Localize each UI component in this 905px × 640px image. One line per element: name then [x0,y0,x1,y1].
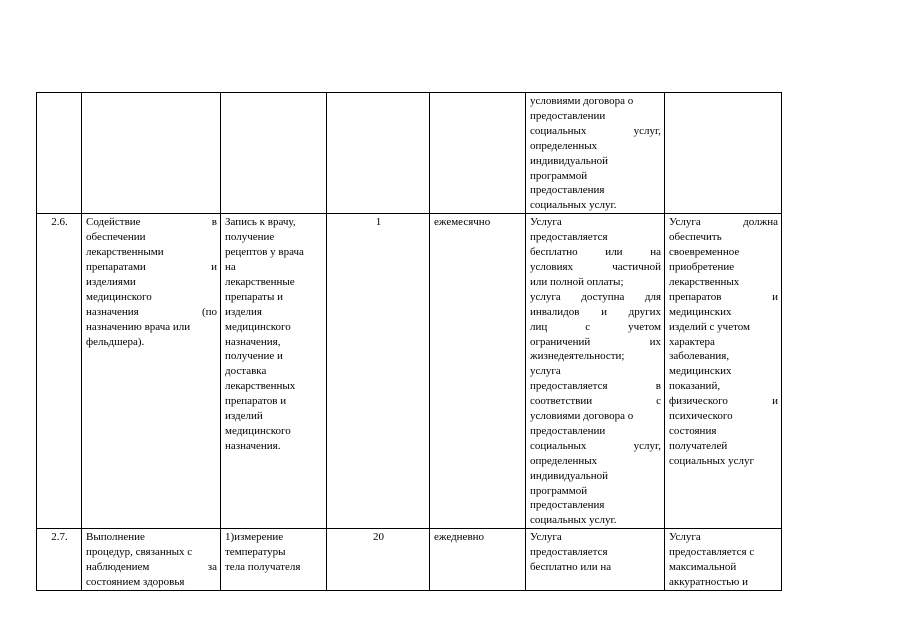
cell-service-content [221,529,327,591]
cell-quantity [327,529,430,591]
cell-result [665,93,782,214]
text-line: лекарственных [225,380,296,393]
text-line: медицинского [86,290,152,303]
text-line: медицинских [669,305,732,318]
text-line: доставка [225,365,267,378]
cell-number [37,93,82,214]
text-line: лекарственных [669,275,740,288]
text-line: изделий с учетом [669,320,750,333]
text-line: условиями договора о [530,410,634,423]
cell-service-content [221,214,327,529]
cell-text: 20 [373,531,384,544]
text-line: препаратов и [225,395,287,408]
text-line: назначения. [225,439,281,452]
text-line: тела получателя [225,561,301,574]
text-line: предоставлении [530,109,606,122]
text-line: состояния [669,424,717,437]
text-line: физического и [669,395,778,408]
text-line: бесплатно или на [530,246,661,259]
text-line: приобретение [669,260,735,273]
cell-result [665,214,782,529]
cell-text: 2.6. [51,216,68,229]
text-line: препараты и [225,290,283,303]
cell-conditions [526,93,665,214]
text-line: своевременное [669,246,740,259]
text-line: программой [530,484,588,497]
text-line: социальных услуг. [530,514,617,527]
cell-text: 1 [375,216,382,229]
cell-service-content [221,93,327,214]
cell-text: 2.7. [51,531,68,544]
cell-result [665,529,782,591]
text-line: обеспечении [86,231,146,244]
text-line: предоставляется с [669,546,755,559]
text-line: предоставления [530,499,605,512]
text-line: предоставляется [530,546,608,559]
cell-text: ежемесячно [434,216,491,229]
text-line: индивидуальной [530,154,609,167]
text-line: характера [669,335,715,348]
cell-service-name [82,529,221,591]
table-row [37,214,782,529]
text-line: определенных [530,139,598,152]
text-line: Услуга [530,531,562,544]
text-line: 1)измерение [225,531,284,544]
text-line: ограничений их [530,335,661,348]
text-line: или полной оплаты; [530,275,624,288]
cell-number [37,529,82,591]
text-line: определенных [530,454,598,467]
text-line: программой [530,169,588,182]
text-line: препаратов и [669,290,778,303]
text-line: предоставления [530,184,605,197]
text-line: медицинского [225,424,291,437]
text-line: соответствии с [530,395,661,408]
text-line: предоставляется [530,231,608,244]
text-line: лекарственными [86,246,164,259]
text-line: обеспечить [669,231,722,244]
text-line: услуга [530,365,561,378]
text-line: получение [225,231,275,244]
services-table [36,92,782,591]
text-line: Запись к врачу, [225,216,296,229]
cell-frequency [430,214,526,529]
cell-service-name [82,93,221,214]
text-line: социальных услуг, [530,124,661,137]
cell-quantity [327,214,430,529]
text-line: на [225,260,236,273]
text-line: инвалидов и других [530,305,661,318]
text-line: Услуга [669,531,701,544]
text-line: предоставляется в [530,380,661,393]
text-line: рецептов у врача [225,246,304,259]
text-line: наблюдением за [86,561,217,574]
cell-number [37,214,82,529]
text-line: жизнедеятельности; [530,350,625,363]
text-line: психического [669,410,733,423]
cell-frequency [430,529,526,591]
cell-frequency [430,93,526,214]
text-line: изделий [225,410,263,423]
text-line: медицинского [225,320,291,333]
text-line: получателей [669,439,728,452]
text-line: индивидуальной [530,469,609,482]
text-line: социальных услуг, [530,439,661,452]
text-line: социальных услуг. [530,199,617,212]
text-line: температуры [225,546,286,559]
text-line: Услуга должна [669,216,778,229]
text-line: препаратами и [86,260,217,273]
table-body [37,93,782,591]
text-line: социальных услуг [669,454,755,467]
table-row [37,529,782,591]
text-line: Услуга [530,216,562,229]
text-line: изделиями [86,275,136,288]
cell-conditions [526,529,665,591]
text-line: Содействие в [86,216,217,229]
cell-quantity [327,93,430,214]
text-line: лиц с учетом [530,320,661,333]
text-line: предоставлении [530,424,606,437]
text-line: Выполнение [86,531,145,544]
text-line: услуга доступна для [530,290,661,303]
text-line: назначению врача или [86,320,191,333]
text-line: назначения (по [86,305,217,318]
text-line: условиях частичной [530,260,661,273]
text-line: лекарственные [225,275,295,288]
cell-conditions [526,214,665,529]
table-row [37,93,782,214]
text-line: бесплатно или на [530,561,612,574]
text-line: условиями договора о [530,95,634,107]
text-line: максимальной [669,561,737,574]
text-line: получение и [225,350,283,363]
text-line: изделия [225,305,262,318]
text-line: фельдшера). [86,335,145,348]
text-line: процедур, связанных с [86,546,193,559]
text-line: заболевания, [669,350,730,363]
text-line: медицинских [669,365,732,378]
text-line: назначения, [225,335,281,348]
cell-text: ежедневно [434,531,485,544]
text-line: состоянием здоровья [86,576,185,588]
text-line: показаний, [669,380,721,393]
cell-service-name [82,214,221,529]
text-line: аккуратностью и [669,576,749,588]
